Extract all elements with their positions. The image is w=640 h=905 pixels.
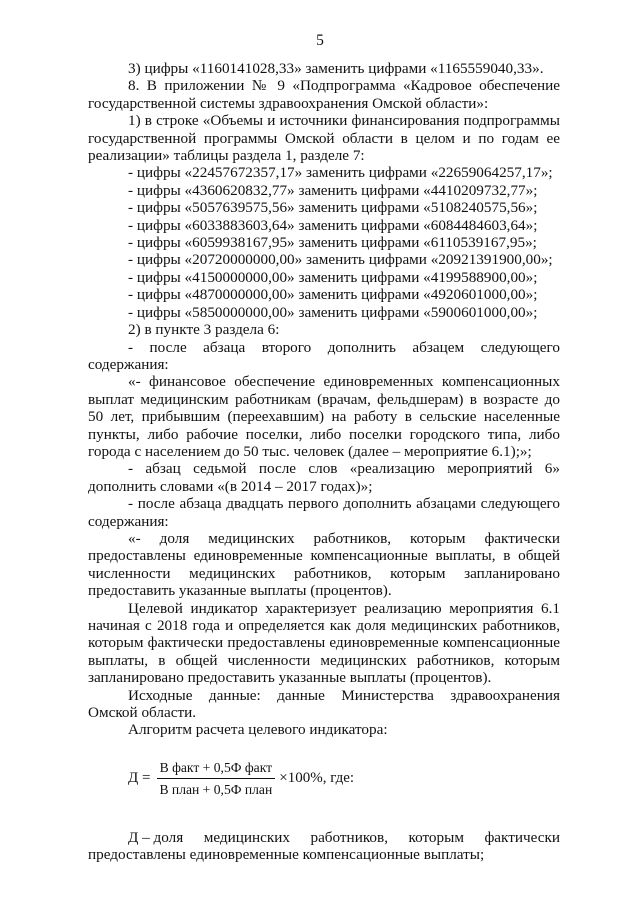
- definition-word: фактически: [484, 828, 560, 846]
- replacement-item: - цифры «6033883603,64» заменить цифрами «6084484603,64»;: [128, 216, 538, 234]
- replacement-item: - цифры «22457672357,17» заменить цифрами «22659064257,17»;: [128, 164, 553, 182]
- indicator-formula: [88, 753, 560, 805]
- paragraph-replace-total: 3) цифры «1160141028,33» заменить цифрами «1165559040,33».: [128, 60, 544, 77]
- formula-rhs: ×100%, где:: [279, 770, 355, 787]
- replacement-item: - цифры «6059938167,95» заменить цифрами «6110539167,95»;: [128, 234, 537, 252]
- formula-lhs: Д =: [128, 770, 151, 787]
- definition-word: медицинских: [203, 828, 290, 846]
- replacement-item: - цифры «4150000000,00» заменить цифрами «4199588900,00»;: [128, 268, 538, 286]
- definition-word: Д – доля: [128, 828, 184, 846]
- definition-word: которым: [408, 828, 464, 846]
- page-number: 5: [316, 32, 324, 49]
- replacement-item: - цифры «4360620832,77» заменить цифрами «4410209732,77»;: [128, 181, 538, 199]
- paragraph-seventh-addition: - абзац седьмой после слов «реализацию мероприятий 6» дополнить словами «(в 2014 – 2017 годах)»;: [88, 460, 560, 495]
- definition-continuation: предоставлены единовременные компенсационные выплаты;: [88, 846, 485, 864]
- document-body: [88, 60, 560, 864]
- replacement-list: [88, 164, 560, 321]
- paragraph-financial-support: «- финансовое обеспечение единовременных компенсационных выплат медицинским работникам (врачам, фельдшерам) в возрасте до 50 лет, прибывшим (переехавшим) на работу в сельские населенные пункты, либо рабочие поселки, либо поселки городского типа, либо города с населением до 50 тыс. человек (далее – мероприятие 6.1);»;: [88, 373, 560, 460]
- paragraph-indicator-share: «- доля медицинских работников, которым фактически предоставлены единовременные компенсационные выплаты, в общей численности медицинских работников, которым запланировано предоставить указанные выплаты (процентов).: [88, 529, 560, 600]
- paragraph-indicator-description: Целевой индикатор характеризует реализацию мероприятия 6.1 начиная с 2018 года и определяется как доля медицинских работников, которым фактически предоставлены единовременные компенсационные выплаты, в общей численности медицинских работников, которым запланировано предоставить указанные выплаты (процентов).: [88, 599, 560, 687]
- formula-fraction: [156, 759, 275, 799]
- paragraph-section-6: 2) в пункте 3 раздела 6:: [128, 321, 280, 339]
- replacement-item: - цифры «5850000000,00» заменить цифрами «5900601000,00»;: [128, 303, 538, 321]
- definition-line: [88, 829, 560, 846]
- spacer: [88, 819, 560, 829]
- definition-word: работников,: [310, 828, 388, 846]
- paragraph-source-data: Исходные данные: данные Министерства здравоохранения Омской области.: [88, 686, 560, 722]
- paragraph-algorithm: Алгоритм расчета целевого индикатора:: [128, 721, 388, 739]
- replacement-item: - цифры «20720000000,00» заменить цифрами «20921391900,00»;: [128, 251, 553, 269]
- formula-numerator: В факт + 0,5Ф факт: [157, 759, 275, 779]
- replacement-item: - цифры «4870000000,00» заменить цифрами «4920601000,00»;: [128, 286, 538, 304]
- replacement-item: - цифры «5057639575,56» заменить цифрами «5108240575,56»;: [128, 199, 538, 217]
- paragraph-add-after-second: - после абзаца второго дополнить абзацем следующего содержания:: [88, 338, 560, 373]
- paragraph-appendix-9: 8. В приложении № 9 «Подпрограмма «Кадровое обеспечение государственной системы здравоохранения Омской области»:: [88, 77, 560, 112]
- paragraph-add-after-twenty-first: - после абзаца двадцать первого дополнить абзацами следующего содержания:: [88, 495, 560, 530]
- formula-denominator: В план + 0,5Ф план: [159, 782, 273, 798]
- paragraph-financing-row: 1) в строке «Объемы и источники финансирования подпрограммы государственной программы Омской области в целом и по годам ее реализации» таблицы раздела 1, разделе 7:: [88, 112, 560, 165]
